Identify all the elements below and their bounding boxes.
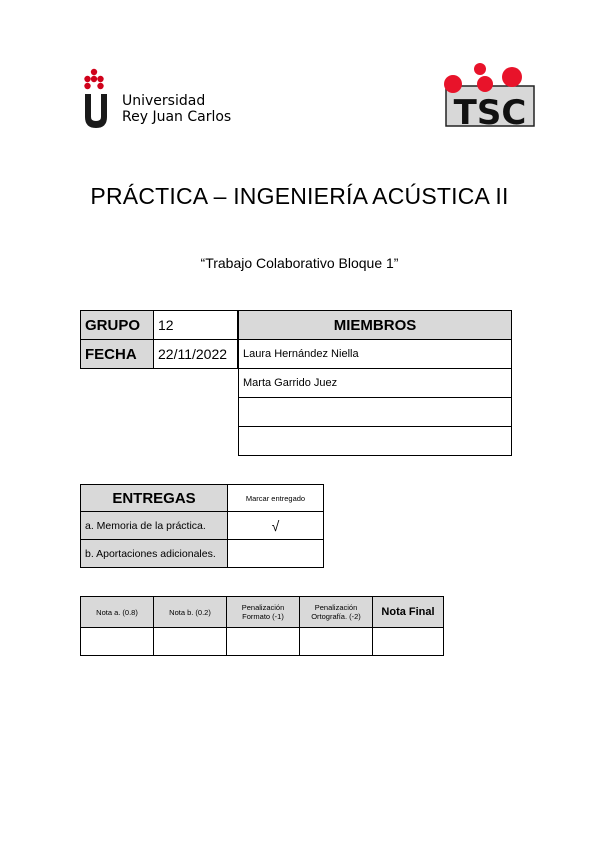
members-table (238, 310, 512, 456)
grade-header: Penalización Formato (-1) (227, 597, 300, 628)
fecha-value: 22/11/2022 (154, 340, 238, 369)
grades-table (80, 596, 444, 656)
grade-cell (300, 628, 373, 656)
deliverable-label: a. Memoria de la práctica. (81, 512, 228, 540)
final-grade-header: Nota Final (373, 597, 444, 628)
deliverable-label: b. Aportaciones adicionales. (81, 540, 228, 568)
deliverables-table (80, 484, 324, 568)
page-title: PRÁCTICA – INGENIERÍA ACÚSTICA II (90, 183, 509, 209)
final-grade-cell (373, 628, 444, 656)
mark-delivered-header: Marcar entregado (228, 485, 324, 512)
university-line-2: Rey Juan Carlos (122, 109, 232, 125)
deliverables-header: ENTREGAS (81, 485, 228, 512)
deliverable-mark: √ (228, 512, 324, 540)
grade-header: Penalización Ortografía. (-2) (300, 597, 373, 628)
group-date-table (80, 310, 238, 369)
member-row (239, 427, 512, 456)
deliverable-mark (228, 540, 324, 568)
members-header: MIEMBROS (239, 311, 512, 340)
grade-header: Nota b. (0.2) (154, 597, 227, 628)
tsc-logo (440, 60, 538, 132)
fecha-label: FECHA (81, 340, 154, 369)
member-row: Marta Garrido Juez (239, 369, 512, 398)
grade-cell (154, 628, 227, 656)
university-line-1: Universidad (122, 93, 206, 109)
member-row (239, 398, 512, 427)
grade-cell (227, 628, 300, 656)
tsc-logo-text: TSC (453, 93, 527, 132)
grade-header: Nota a. (0.8) (81, 597, 154, 628)
university-name (122, 93, 231, 125)
grupo-label: GRUPO (81, 311, 154, 340)
page-subtitle: “Trabajo Colaborativo Bloque 1” (200, 255, 399, 271)
grade-cell (81, 628, 154, 656)
member-row: Laura Hernández Niella (239, 340, 512, 369)
grupo-value: 12 (154, 311, 238, 340)
